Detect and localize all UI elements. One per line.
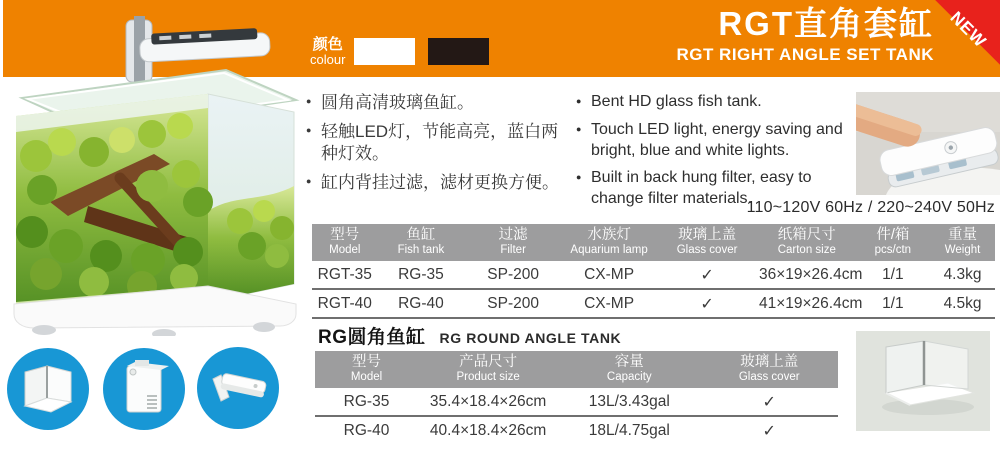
col-fish-tank: 鱼缸 Fish tank [378,224,465,261]
checkmark-icon: ✓ [656,261,758,289]
aquarium-illustration [2,6,306,336]
col-carton-size: 纸箱尺寸 Carton size [758,224,856,261]
led-lamp-icon [197,347,279,429]
cell-carton: 36×19×26.4cm [758,261,856,289]
cell-filter: SP-200 [464,261,562,289]
section-title-en: RG ROUND ANGLE TANK [439,330,622,346]
col-glass-cover: 玻璃上盖 Glass cover [656,224,758,261]
set-tank-table [312,224,995,319]
cell-fish-tank: RG-40 [378,289,465,318]
colour-label [310,37,345,66]
feature-item: ● 圆角高清玻璃鱼缸。 [306,92,570,114]
table-row [312,261,995,289]
col-model: 型号 Model [315,351,418,388]
colour-options [310,37,489,66]
checkmark-icon: ✓ [762,422,776,440]
table-row [312,289,995,318]
glass-tank-glyph [17,358,79,420]
feature-item: ● Bent HD glass fish tank. [576,92,858,113]
feature-item: ● Touch LED light, energy saving and bright, blue and white lights. [576,120,858,162]
feature-item: ● Built in back hung filter, easy to change filter materials. [576,168,858,210]
page-title [676,7,934,65]
empty-tank-illustration [856,331,990,431]
section-title-cn: RG圆角鱼缸 [318,327,426,348]
cell-model: RG-40 [343,421,390,439]
touch-led-photo [856,92,1000,195]
title-chinese: RGT直角套缸 [718,5,934,42]
cell-size: 35.4×18.4×26cm [418,388,558,416]
round-tank-section-title [318,322,621,349]
cell-carton: 41×19×26.4cm [758,289,856,318]
col-filter: 过滤 Filter [464,224,562,261]
col-product-size: 产品尺寸 Product size [418,351,558,388]
cell-size: 40.4×18.4×26cm [429,421,547,439]
col-capacity: 容量 Capacity [558,351,700,388]
cell-weight: 4.3kg [930,261,995,289]
cell-lamp: CX-MP [562,261,656,289]
round-tank-table [315,351,838,444]
aquarium-photo [2,6,306,336]
cell-lamp: CX-MP [562,289,656,318]
hang-on-filter-icon [103,348,185,430]
col-glass-cover: 玻璃上盖 Glass cover [700,351,838,388]
title-english: RGT RIGHT ANGLE SET TANK [676,44,934,64]
round-table-header-row [315,351,838,388]
empty-tank-photo [856,331,990,431]
cell-capacity: 18L/4.75gal [588,421,670,439]
cell-fish-tank: RG-35 [378,261,465,289]
col-model: 型号 Model [312,224,378,261]
cell-filter: SP-200 [464,289,562,318]
cell-capacity: 13L/3.43gal [558,388,700,416]
cell-model: RGT-35 [312,261,378,289]
checkmark-icon: ✓ [700,388,838,416]
white-colour-swatch [354,38,415,65]
led-lamp-glyph [207,357,269,419]
cell-pcs: 1/1 [856,289,930,318]
col-pcs-ctn: 件/箱 pcs/ctn [856,224,930,261]
feature-item: ● 缸内背挂过滤，滤材更换方便。 [306,172,570,194]
new-badge-label: NEW [946,7,991,52]
set-table-header-row [312,224,995,261]
col-weight: 重量 Weight [930,224,995,261]
cell-pcs: 1/1 [856,261,930,289]
black-colour-swatch [428,38,489,65]
cell-model: RGT-40 [312,289,378,318]
filter-glyph [113,358,175,420]
feature-list-chinese [306,92,570,201]
feature-item: ● 轻触LED灯，节能高亮，蓝白两种灯效。 [306,121,570,165]
touch-led-illustration [856,92,1000,195]
glass-tank-icon [7,348,89,430]
table-row [315,416,838,444]
voltage-spec: 110~120V 60Hz / 220~240V 50Hz [746,199,995,216]
colour-label-cn: 颜色 [312,36,343,53]
col-aquarium-lamp: 水族灯 Aquarium lamp [562,224,656,261]
colour-label-en: colour [310,51,346,67]
table-row [315,388,838,416]
cell-weight: 4.5kg [930,289,995,318]
cell-model: RG-35 [315,388,418,416]
checkmark-icon: ✓ [656,289,758,318]
